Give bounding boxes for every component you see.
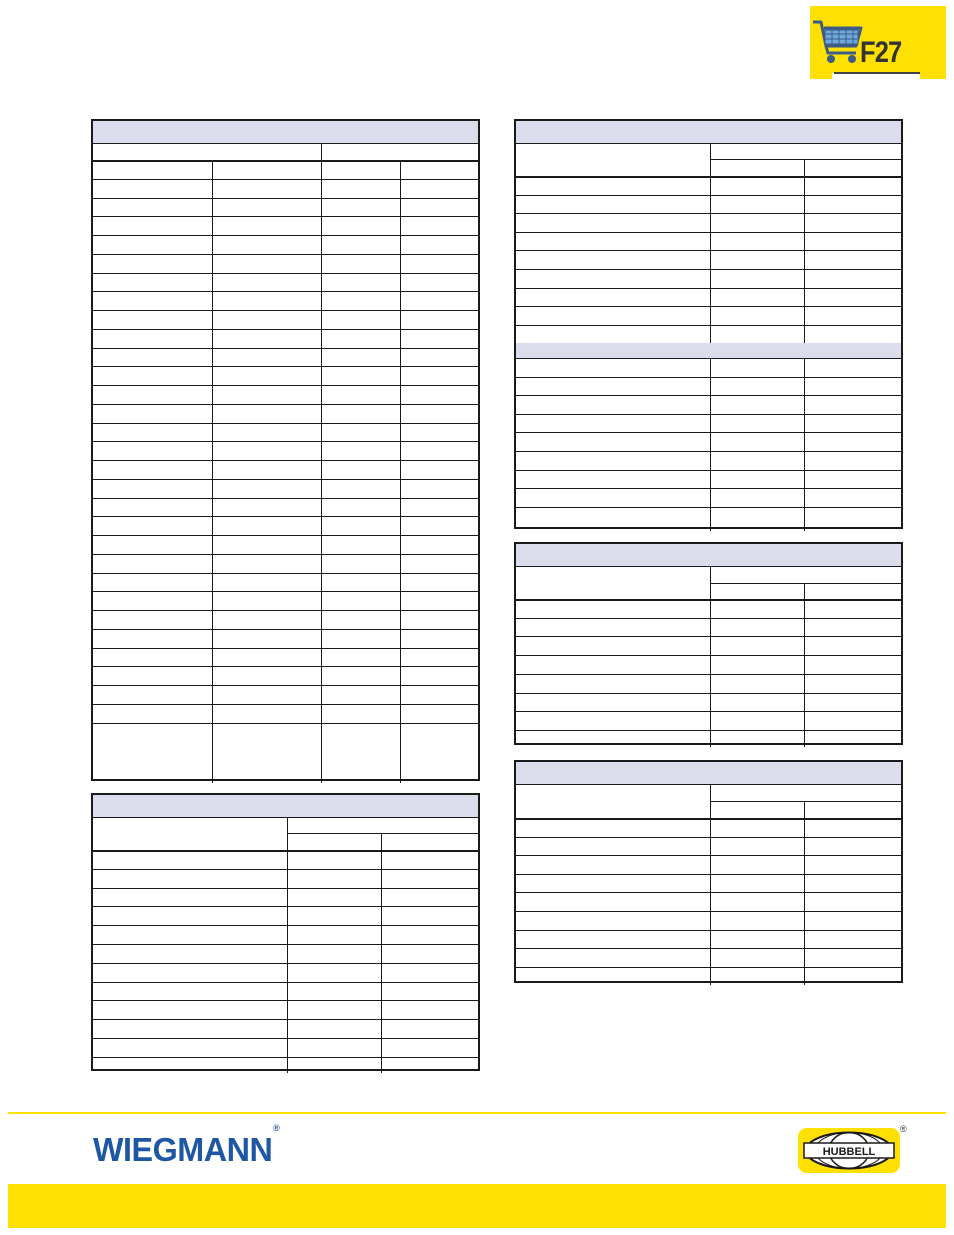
table-row-rule <box>93 704 478 705</box>
badge-tab-left <box>810 73 832 79</box>
table-row-rule <box>516 195 901 196</box>
footer-band <box>8 1184 946 1228</box>
hubbell-registered-mark: ® <box>900 1124 907 1134</box>
table-column-rule <box>287 817 288 1073</box>
table-row-rule <box>93 610 478 611</box>
table-row-rule <box>516 636 901 637</box>
table-row-rule <box>93 291 478 292</box>
table-header-rule <box>516 566 901 567</box>
table-title-band <box>516 121 901 144</box>
table-row-rule <box>93 925 478 926</box>
table-row-rule <box>516 451 901 452</box>
badge-tab-right <box>920 73 946 79</box>
table-header-rule <box>93 817 478 818</box>
table-row-rule <box>93 385 478 386</box>
table-row-rule <box>93 160 478 162</box>
table-row-rule <box>516 711 901 712</box>
table-row-rule <box>516 618 901 619</box>
table-right-top <box>514 119 903 529</box>
table-row-rule <box>93 535 478 536</box>
table-row-rule <box>516 930 901 931</box>
table-row-rule <box>516 232 901 233</box>
table-row-rule <box>516 818 901 820</box>
badge-underline <box>834 72 920 74</box>
table-title-band <box>93 121 478 144</box>
table-row-rule <box>93 423 478 424</box>
table-left-top <box>91 119 480 781</box>
table-row-rule <box>93 850 478 852</box>
table-row-rule <box>93 573 478 574</box>
table-row-rule <box>93 982 478 983</box>
wiegmann-registered-mark: ® <box>273 1123 280 1133</box>
table-row-rule <box>93 235 478 236</box>
table-row-rule <box>516 306 901 307</box>
table-row-rule <box>516 377 901 378</box>
table-row-rule <box>93 723 478 724</box>
table-column-rule <box>710 358 711 531</box>
table-row-rule <box>516 325 901 326</box>
wiegmann-logo <box>93 1123 280 1169</box>
table-row-rule <box>93 1019 478 1020</box>
table-row-rule <box>516 250 901 251</box>
table-column-rule <box>804 801 805 985</box>
table-row-rule <box>93 179 478 180</box>
table-row-rule <box>516 488 901 489</box>
table-row-rule <box>516 432 901 433</box>
table-row-rule <box>93 869 478 870</box>
table-left-bottom <box>91 793 480 1071</box>
table-row-rule <box>516 599 901 601</box>
table-row-rule <box>516 967 901 968</box>
shopping-cart-icon <box>812 16 864 66</box>
table-row-rule <box>516 911 901 912</box>
table-row-rule <box>93 1038 478 1039</box>
table-row-rule <box>516 655 901 656</box>
table-row-rule <box>93 479 478 480</box>
table-row-rule <box>93 944 478 945</box>
page-badge <box>810 6 946 73</box>
table-row-rule <box>93 366 478 367</box>
table-section-band <box>516 343 901 358</box>
table-row-rule <box>516 176 901 178</box>
table-column-rule <box>710 566 711 747</box>
table-row-rule <box>516 693 901 694</box>
table-column-rule <box>804 358 805 531</box>
table-row-rule <box>93 310 478 311</box>
footer-divider <box>8 1112 946 1114</box>
table-header-rule <box>710 801 901 802</box>
table-row-rule <box>93 441 478 442</box>
table-row-rule <box>516 874 901 875</box>
table-row-rule <box>516 358 901 359</box>
table-row-rule <box>93 460 478 461</box>
hubbell-logo <box>798 1128 900 1173</box>
table-row-rule <box>516 269 901 270</box>
wiegmann-logo-text: WIEGMANN <box>93 1131 273 1168</box>
table-row-rule <box>516 892 901 893</box>
table-row-rule <box>516 674 901 675</box>
table-title-band <box>516 544 901 567</box>
table-row-rule <box>516 855 901 856</box>
table-column-rule <box>710 784 711 985</box>
table-row-rule <box>93 254 478 255</box>
table-row-rule <box>93 329 478 330</box>
table-column-rule <box>321 143 322 783</box>
table-row-rule <box>93 685 478 686</box>
table-row-rule <box>516 837 901 838</box>
table-row-rule <box>93 498 478 499</box>
table-row-rule <box>93 216 478 217</box>
table-row-rule <box>93 648 478 649</box>
table-title-band <box>93 795 478 818</box>
table-header-rule <box>516 143 901 144</box>
table-row-rule <box>93 666 478 667</box>
table-column-rule <box>212 160 213 783</box>
table-row-rule <box>93 1000 478 1001</box>
table-row-rule <box>516 414 901 415</box>
page-code: F27 <box>860 36 902 69</box>
table-header-rule <box>710 159 901 160</box>
table-row-rule <box>516 395 901 396</box>
table-column-rule <box>804 583 805 747</box>
table-header-rule <box>516 784 901 785</box>
table-row-rule <box>93 404 478 405</box>
table-row-rule <box>93 198 478 199</box>
table-column-rule <box>710 143 711 343</box>
table-row-rule <box>93 273 478 274</box>
table-row-rule <box>93 963 478 964</box>
table-column-rule <box>400 160 401 783</box>
table-title-band <box>516 762 901 785</box>
table-header-rule <box>93 143 478 144</box>
hubbell-logo-text: HUBBELL <box>822 1146 876 1158</box>
table-row-rule <box>516 470 901 471</box>
table-row-rule <box>93 1057 478 1058</box>
table-row-rule <box>93 516 478 517</box>
table-column-rule <box>381 833 382 1073</box>
table-right-middle <box>514 542 903 745</box>
table-row-rule <box>93 348 478 349</box>
table-header-rule <box>710 583 901 584</box>
table-column-rule <box>804 159 805 343</box>
table-row-rule <box>93 591 478 592</box>
table-row-rule <box>93 906 478 907</box>
table-header-rule <box>287 833 478 834</box>
table-row-rule <box>516 213 901 214</box>
table-row-rule <box>516 507 901 508</box>
table-row-rule <box>93 554 478 555</box>
table-row-rule <box>93 629 478 630</box>
table-row-rule <box>516 730 901 731</box>
table-right-bottom <box>514 760 903 983</box>
table-row-rule <box>93 888 478 889</box>
table-row-rule <box>516 288 901 289</box>
table-row-rule <box>516 948 901 949</box>
